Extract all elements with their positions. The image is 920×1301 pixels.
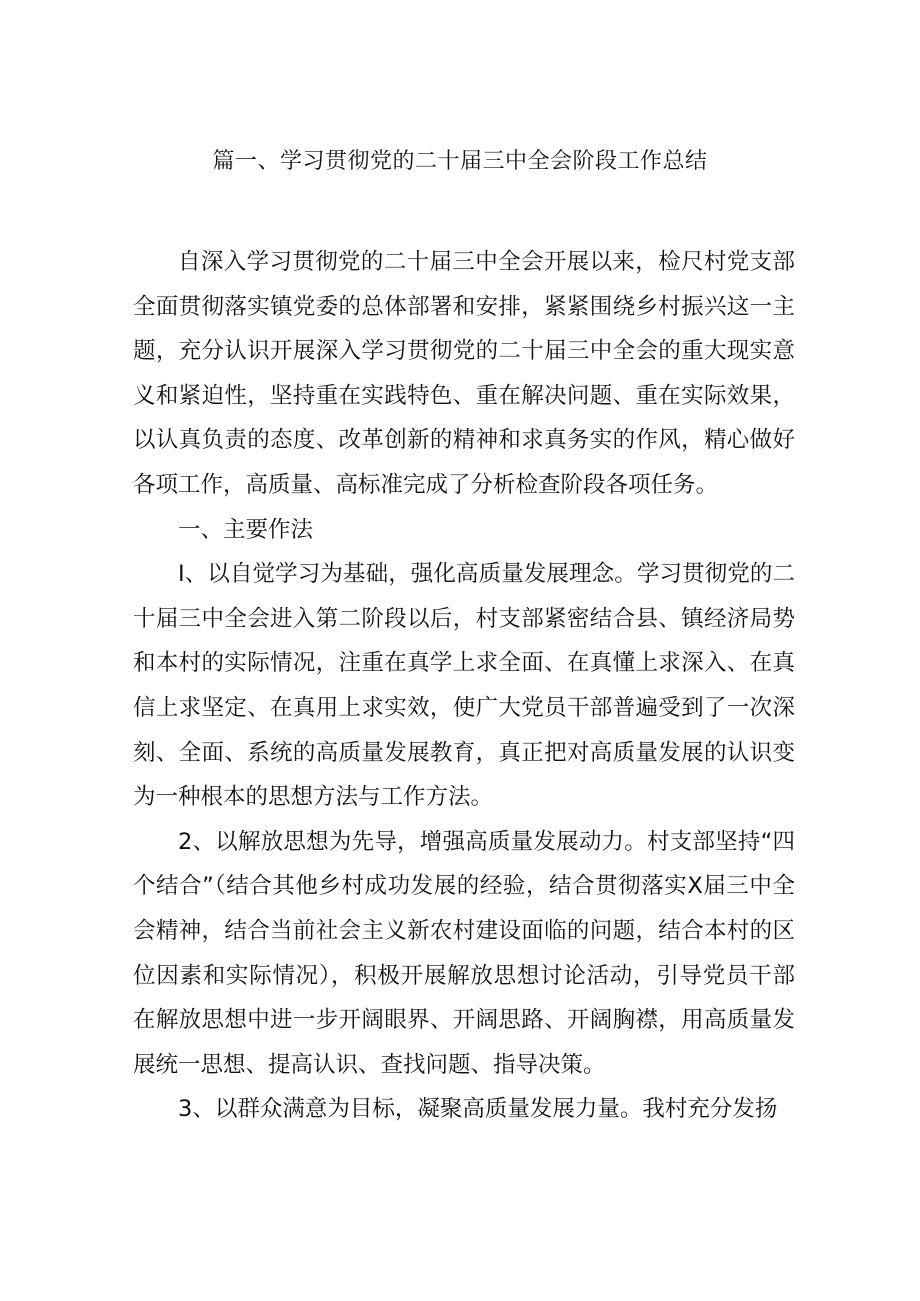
section-heading-main-practices: 一、主要作法 (178, 516, 314, 543)
document-title: 篇一、学习贯彻党的二十届三中全会阶段工作总结 (212, 149, 708, 174)
practice-item-1: I、以自觉学习为基础，强化高质量发展理念。学习贯彻党的二十届三中全会进入第二阶段以后，村支部紧密结合县、镇经济局势和本村的实际情况，注重在真学上求全面、在真懂上求深入、在真信上求坚定、在真用上求实效，使广大党员干部普遍受到了一次深刻、全面、系统的高质量发展教育，真正把对高质量发展的认识变为一种根本的思想方法与工作方法。 (133, 561, 795, 811)
practice-item-2: 2、以解放思想为先导，增强高质量发展动力。村支部坚持“四个结合”（结合其他乡村成功发展的经验，结合贯彻落实X届三中全会精神，结合当前社会主义新农村建设面临的问题，结合本村的区位因素和实际情况），积极开展解放思想讨论活动，引导党员干部在解放思想中进一步开阔眼界、开阔思路、开阔胸襟，用高质量发展统一思想、提高认识、查找问题、指导决策。 (133, 828, 795, 1078)
intro-paragraph: 自深入学习贯彻党的二十届三中全会开展以来，检尺村党支部全面贯彻落实镇党委的总体部署和安排，紧紧围绕乡村振兴这一主题，充分认识开展深入学习贯彻党的二十届三中全会的重大现实意义和紧迫性，坚持重在实践特色、重在解决问题、重在实际效果，以认真负责的态度、改革创新的精神和求真务实的作风，精心做好各项工作，高质量、高标准完成了分析检查阶段各项任务。 (133, 249, 795, 498)
document-body (133, 240, 795, 1132)
practice-item-3: 3、以群众满意为目标，凝聚高质量发展力量。我村充分发扬 (178, 1096, 778, 1123)
